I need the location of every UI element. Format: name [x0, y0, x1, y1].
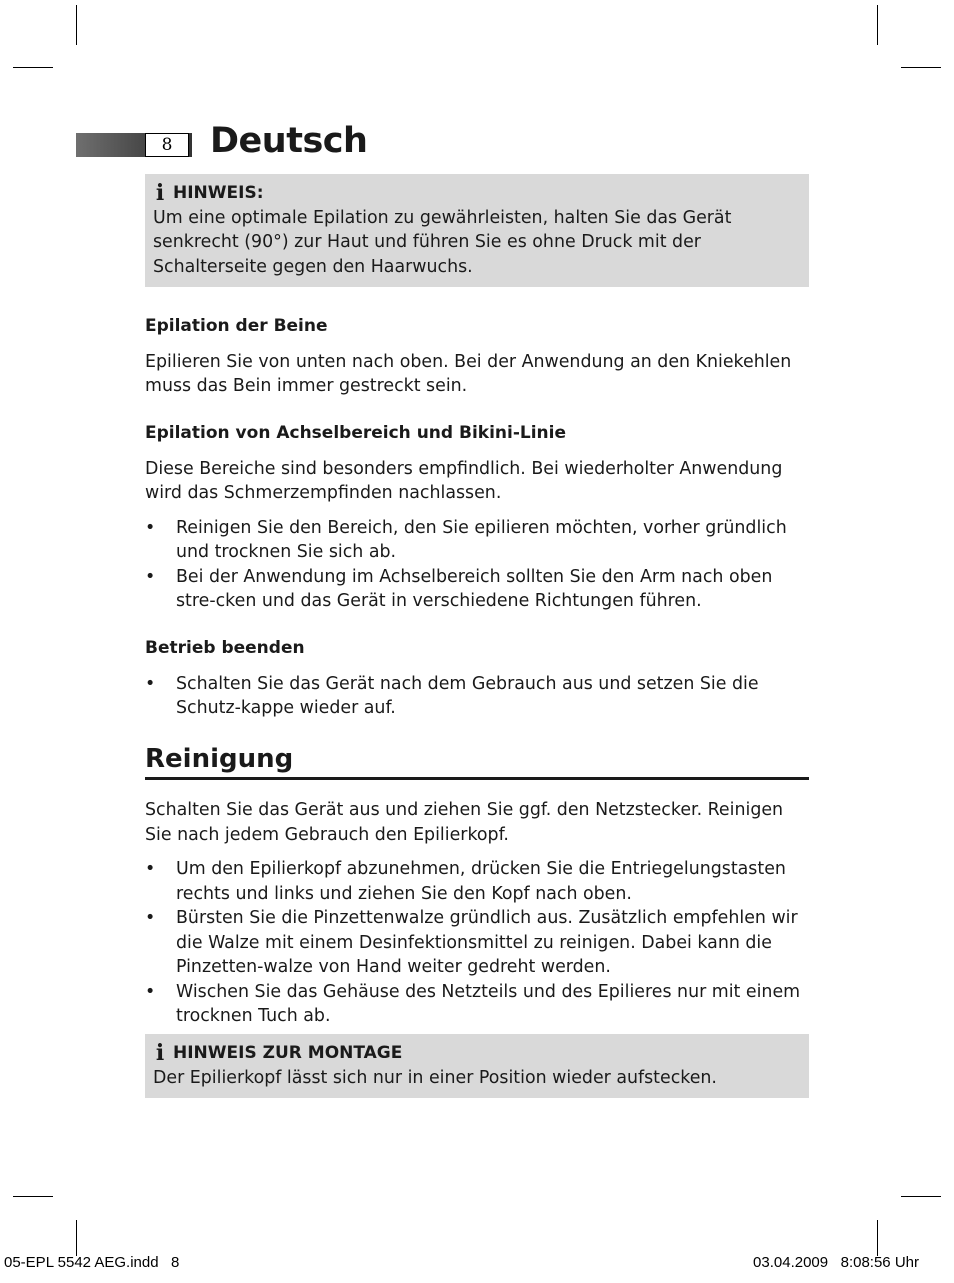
bullet-list — [145, 672, 809, 721]
bullet-icon: • — [145, 859, 156, 879]
footer-file-info: 05-EPL 5542 AEG.indd 8 — [4, 1254, 180, 1271]
info-icon: i — [155, 180, 165, 207]
info-icon: i — [155, 1040, 165, 1067]
section-text: Epilieren Sie von unten nach oben. Bei der Anwendung an den Kniekehlen muss das Bein immer gestreckt sein. — [145, 351, 792, 396]
bullet-icon: • — [145, 908, 156, 928]
section-stop — [145, 636, 809, 721]
note-header — [153, 1041, 801, 1066]
section-armpit — [145, 421, 809, 614]
note-body: Der Epilierkopf lässt sich nur in einer Position wieder aufstecken. — [153, 1067, 717, 1088]
section-legs — [145, 314, 809, 399]
crop-mark — [76, 5, 77, 45]
bullet-icon: • — [145, 981, 156, 1002]
section-text: Schalten Sie das Gerät aus und ziehen Sie ggf. den Netzstecker. Reinigen Sie nach jedem Gebrauch den Epilierkopf. — [145, 800, 784, 845]
bullet-list — [145, 857, 809, 1029]
crop-mark — [901, 67, 941, 68]
bullet-icon: • — [145, 673, 156, 694]
section-text: Diese Bereiche sind besonders empfindlich. Bei wiederholter Anwendung wird das Schmerzempfinden nachlassen. — [145, 458, 783, 503]
note-box — [145, 1034, 809, 1098]
note-title: HINWEIS ZUR MONTAGE — [173, 1043, 403, 1063]
page-title: Deutsch — [210, 121, 368, 161]
section-heading: Epilation der Beine — [145, 316, 328, 336]
crop-mark — [76, 1220, 77, 1256]
section-title-cleaning: Reinigung — [145, 742, 809, 780]
crop-mark — [13, 67, 53, 68]
list-item: • Bei der Anwendung im Achselbereich sollten Sie den Arm nach oben stre-cken und das Gerät in verschiedene Richtungen führen. — [145, 566, 773, 611]
note-title: HINWEIS: — [173, 183, 264, 203]
crop-mark — [877, 1220, 878, 1256]
section-heading: Betrieb beenden — [145, 638, 305, 658]
footer-timestamp: 03.04.2009 8:08:56 Uhr — [753, 1254, 919, 1271]
section-heading: Epilation von Achselbereich und Bikini-Linie — [145, 423, 567, 443]
bullet-icon: • — [145, 566, 156, 587]
crop-mark — [877, 5, 878, 45]
section-cleaning — [145, 798, 809, 1029]
list-item: • Bürsten Sie die Pinzettenwalze gründlich aus. Zusätzlich empfehlen wir die Walze mit einem Desinfektionsmittel zu reinigen. Dabei kann die Pinzetten-walze von Hand weiter gedreht werden. — [145, 908, 798, 977]
list-item: • Wischen Sie das Gehäuse des Netzteils und des Epilieres nur mit einem trocknen Tuch ab. — [145, 981, 801, 1026]
note-header — [153, 181, 801, 206]
note-body: Um eine optimale Epilation zu gewährleisten, halten Sie das Gerät senkrecht (90°) zur Haut und führen Sie es ohne Druck mit der Schalterseite gegen den Haarwuchs. — [153, 207, 732, 277]
list-item: • Reinigen Sie den Bereich, den Sie epilieren möchten, vorher gründlich und trocknen Sie sich ab. — [145, 517, 787, 562]
page-number: 8 — [145, 133, 189, 157]
crop-mark — [13, 1196, 53, 1197]
note-box — [145, 174, 809, 287]
list-item: • Schalten Sie das Gerät nach dem Gebrauch aus und setzen Sie die Schutz-kappe wieder auf. — [145, 673, 759, 718]
list-item: • Um den Epilierkopf abzunehmen, drücken Sie die Entriegelungstasten rechts und links und ziehen Sie den Kopf nach oben. — [145, 859, 786, 904]
crop-mark — [901, 1196, 941, 1197]
bullet-icon: • — [145, 517, 156, 538]
bullet-list — [145, 516, 809, 614]
